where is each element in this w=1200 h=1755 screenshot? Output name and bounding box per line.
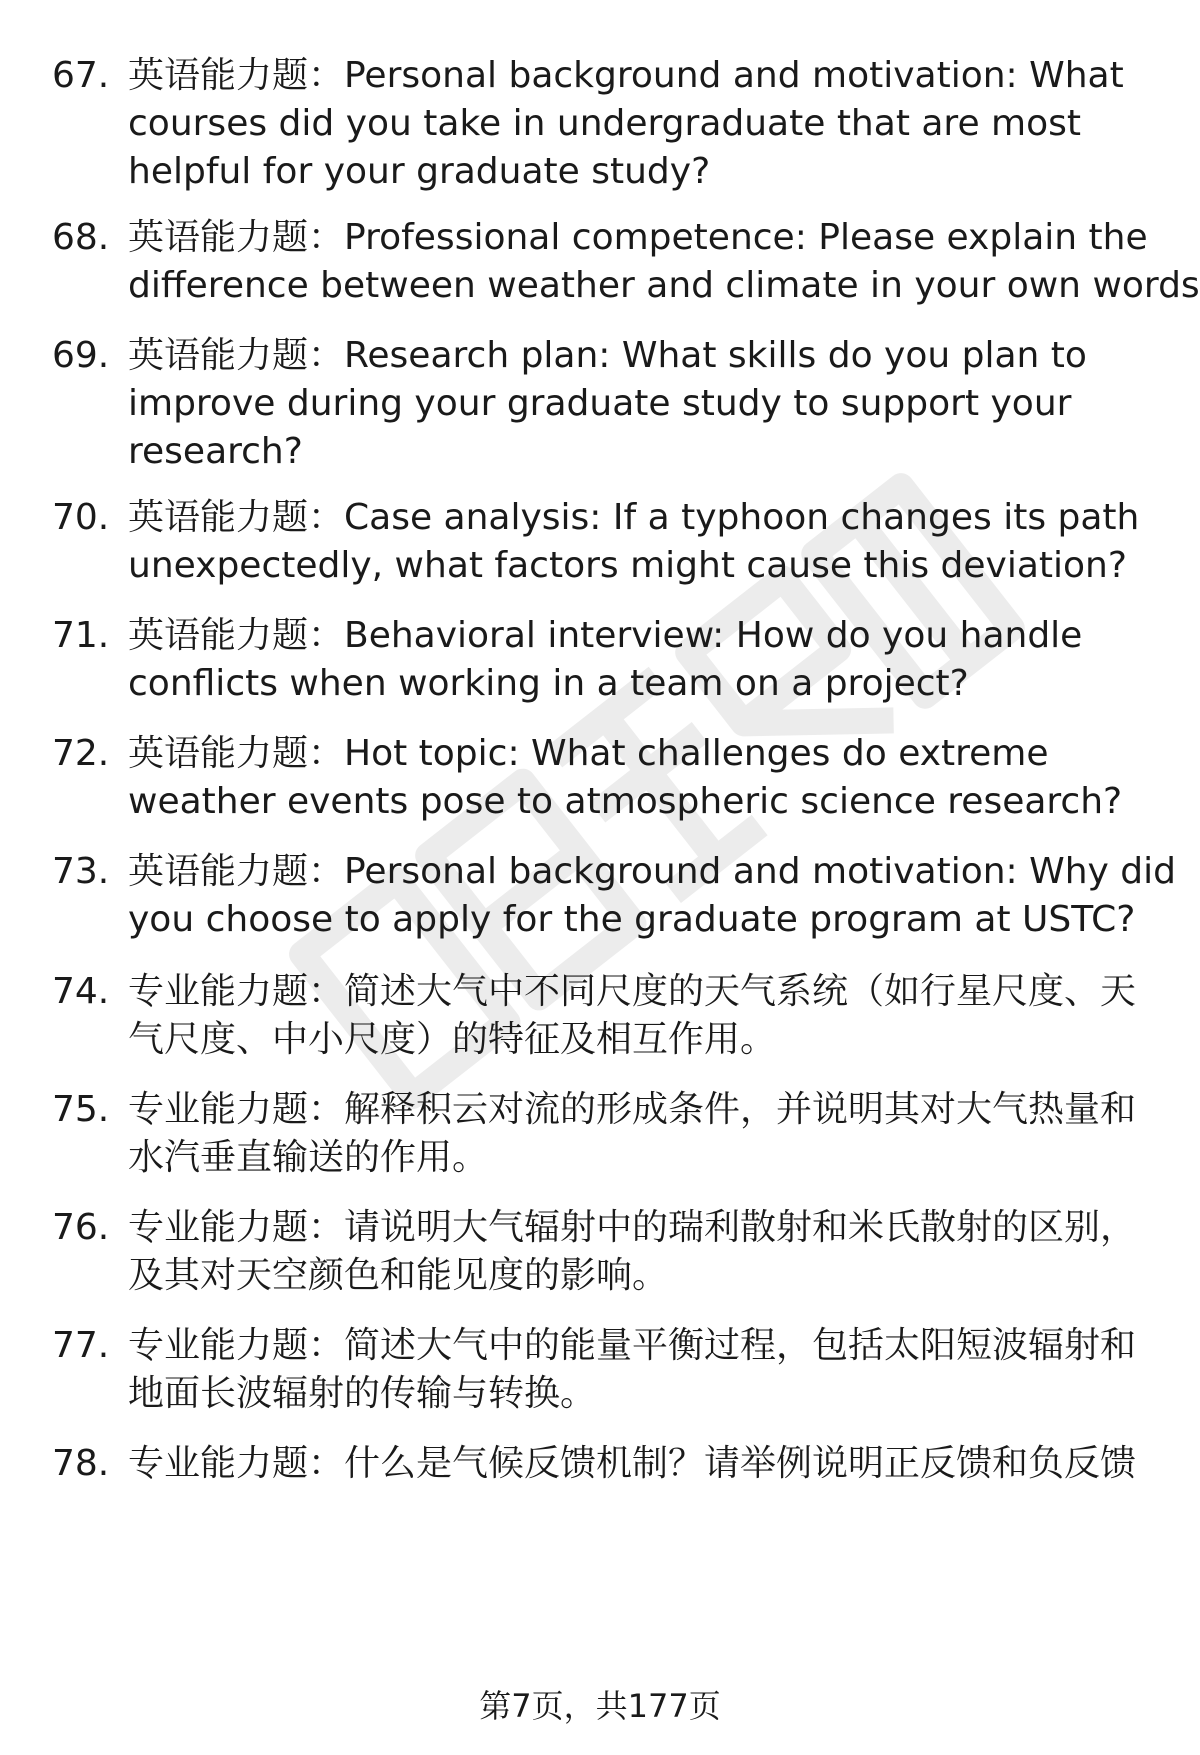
question-line: 专业能力题：解释积云对流的形成条件，并说明其对大气热量和 — [128, 1089, 1137, 1130]
question-number: 68. — [52, 217, 110, 258]
question-number: 74. — [52, 971, 110, 1012]
question-line: improve during your graduate study to support your — [128, 383, 1072, 424]
question-number: 73. — [52, 851, 110, 892]
question-number: 70. — [52, 497, 110, 538]
question-text — [128, 1204, 1168, 1300]
page-number-footer: 第7页，共177页 — [479, 1687, 721, 1725]
question-number: 67. — [52, 55, 110, 96]
question-line: 专业能力题：什么是气候反馈机制？请举例说明正反馈和负反馈 — [128, 1443, 1137, 1484]
question-number: 78. — [52, 1443, 110, 1484]
question-text — [128, 730, 1168, 826]
question-line: 英语能力题：Hot topic: What challenges do extreme — [128, 733, 1049, 774]
question-line: courses did you take in undergraduate that are most — [128, 103, 1081, 144]
question-line: 及其对天空颜色和能见度的影响。 — [128, 1255, 669, 1296]
question-number: 77. — [52, 1325, 110, 1366]
question-line: 英语能力题：Case analysis: If a typhoon changes its path — [128, 497, 1140, 538]
question-text — [128, 612, 1168, 708]
question-line: 专业能力题：简述大气中的能量平衡过程，包括太阳短波辐射和 — [128, 1325, 1137, 1366]
question-number: 71. — [52, 615, 110, 656]
question-line: 英语能力题：Professional competence: Please explain the — [128, 217, 1148, 258]
question-text — [128, 1086, 1168, 1182]
question-text — [128, 1322, 1168, 1418]
question-line: difference between weather and climate in your own words — [128, 265, 1200, 306]
question-number: 75. — [52, 1089, 110, 1130]
question-line: you choose to apply for the graduate program at USTC? — [128, 899, 1136, 940]
question-line: 英语能力题：Personal background and motivation: Why did — [128, 851, 1176, 892]
question-line: helpful for your graduate study? — [128, 151, 711, 192]
question-line: weather events pose to atmospheric science research? — [128, 781, 1123, 822]
question-text — [128, 214, 1200, 310]
question-line: 英语能力题：Research plan: What skills do you plan to — [128, 335, 1087, 376]
question-number: 76. — [52, 1207, 110, 1248]
question-number: 72. — [52, 733, 110, 774]
question-line: 地面长波辐射的传输与转换。 — [128, 1373, 597, 1414]
question-text — [128, 968, 1168, 1064]
question-line: 专业能力题：简述大气中不同尺度的天气系统（如行星尺度、天 — [128, 971, 1137, 1012]
question-text — [128, 332, 1168, 476]
question-text — [128, 52, 1168, 196]
question-line: 专业能力题：请说明大气辐射中的瑞利散射和米氏散射的区别， — [128, 1207, 1137, 1248]
question-line: 水汽垂直输送的作用。 — [128, 1137, 489, 1178]
question-number: 69. — [52, 335, 110, 376]
question-line: unexpectedly, what factors might cause this deviation? — [128, 545, 1127, 586]
question-line: 英语能力题：Personal background and motivation: What — [128, 55, 1124, 96]
question-line: research? — [128, 431, 303, 472]
question-line: 气尺度、中小尺度）的特征及相互作用。 — [128, 1019, 777, 1060]
question-line: conflicts when working in a team on a project? — [128, 663, 969, 704]
question-text — [128, 1440, 1168, 1488]
question-text — [128, 494, 1168, 590]
question-line: 英语能力题：Behavioral interview: How do you handle — [128, 615, 1083, 656]
question-text — [128, 848, 1176, 944]
